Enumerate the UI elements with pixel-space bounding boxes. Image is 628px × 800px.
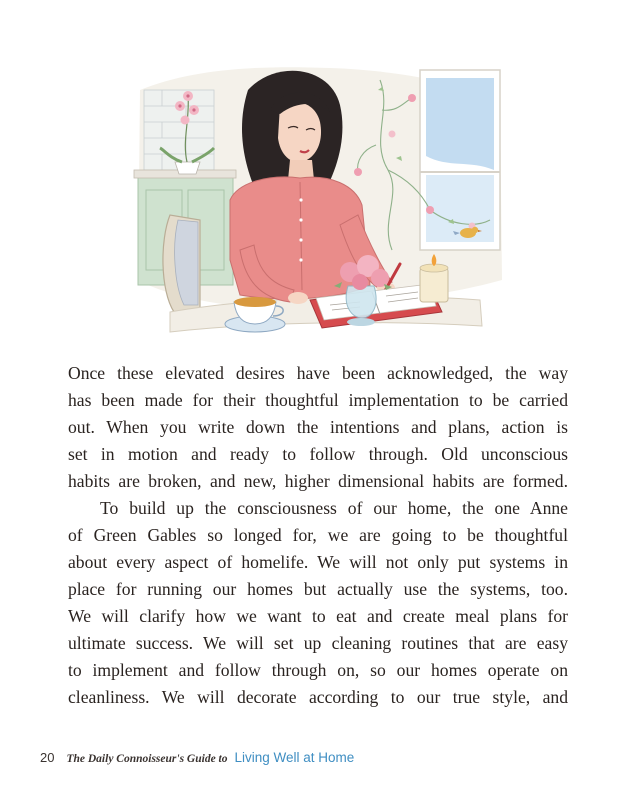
text-line: habits are broken, and new, higher dimensional habits are formed. <box>68 471 568 491</box>
text-line: of Green Gables so longed for, we are going to be thoughtful <box>68 525 568 545</box>
text-line: ultimate success. We will set up cleaning routines that are easy <box>68 633 568 653</box>
running-header <box>66 749 354 767</box>
text-line: cleanliness. We will decorate according to our true style, and <box>68 687 568 707</box>
paragraph-1 <box>68 360 568 495</box>
illustration-artwork <box>130 50 510 350</box>
text-line: Once these elevated desires have been acknowledged, the way <box>68 363 568 383</box>
chair <box>163 215 200 312</box>
page-number: 20 <box>40 750 55 765</box>
text-line: We will clarify how we want to eat and create meal plans for <box>68 606 568 626</box>
text-line: has been made for their thoughtful implementation to be carried <box>68 390 568 410</box>
text-line: To build up the consciousness of our home, the one Anne <box>100 498 568 518</box>
paragraph-2 <box>68 495 568 711</box>
text-line: to implement and follow through on, so our homes operate on <box>68 660 568 680</box>
running-title: The Daily Connoisseur's Guide to <box>66 753 228 765</box>
running-subtitle: Living Well at Home <box>234 750 355 765</box>
text-line: place for running our homes but actually use the systems, too. <box>68 579 568 599</box>
page-footer <box>40 749 354 769</box>
text-line: set in motion and ready to follow through. Old unconscious <box>68 444 568 464</box>
text-line: about every aspect of homelife. We will not only put systems in <box>68 552 568 572</box>
woman-writing-journal-illustration <box>130 50 510 350</box>
body-text <box>68 360 568 711</box>
text-line: out. When you write down the intentions and plans, action is <box>68 417 568 437</box>
